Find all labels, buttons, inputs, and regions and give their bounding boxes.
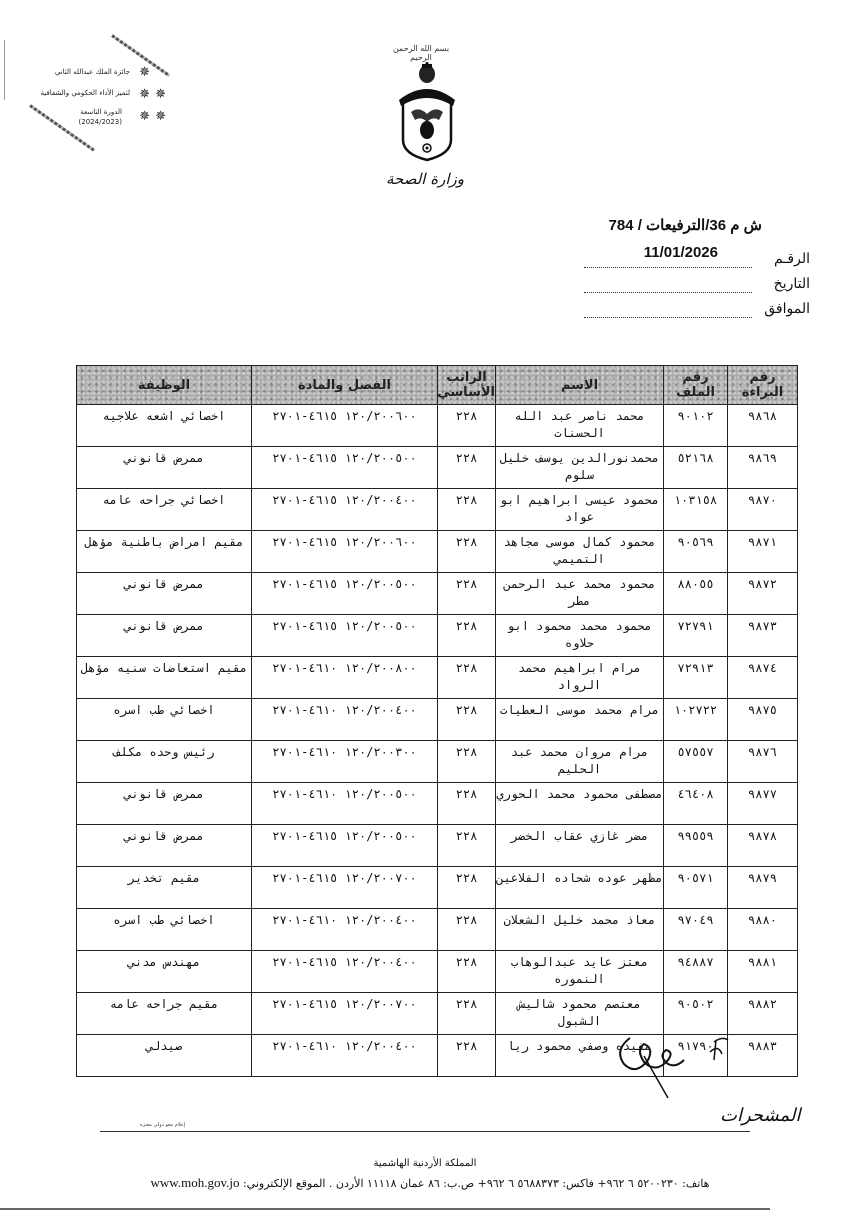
cell-salary: ٢٢٨ (438, 489, 496, 531)
cell-file: ٩٧٠٤٩ (664, 909, 728, 951)
cell-name: محمود كمال موسى مجاهد التميمي (496, 531, 664, 573)
cell-chapter: ١٢٠/٢٠٠٤٠٠ ٤٦١٠-٢٧٠١ (252, 1035, 438, 1077)
cell-file: ٧٢٧٩١ (664, 615, 728, 657)
ref-date-label: التاريخ (773, 275, 810, 291)
cell-file: ٩٩٥٥٩ (664, 825, 728, 867)
award-line-3: الدورة التاسعة (80, 108, 122, 116)
cell-bara: ٩٨٧٤ (728, 657, 798, 699)
ref-date-value: 11/01/2026 (643, 244, 718, 261)
cell-name: مرام مروان محمد عبد الحليم (496, 741, 664, 783)
table-row (77, 699, 798, 741)
cell-file: ٩٠٥٦٩ (664, 531, 728, 573)
dotted-line (584, 317, 752, 318)
cell-bara: ٩٨٧١ (728, 531, 798, 573)
award-star-icon: ✵ (155, 109, 166, 124)
table-row (77, 615, 798, 657)
cell-salary: ٢٢٨ (438, 783, 496, 825)
cell-file: ٩١٧٩٠ (664, 1035, 728, 1077)
cell-job: مقيم جراحه عامه (77, 993, 252, 1035)
footer-divider (100, 1131, 750, 1132)
cell-name: معتصم محمود شاليش الشبول (496, 993, 664, 1035)
cell-file: ٥٢١٦٨ (664, 447, 728, 489)
cell-job: ممرض قانوني (77, 573, 252, 615)
cell-bara: ٩٨٧٨ (728, 825, 798, 867)
cell-job: ممرض قانوني (77, 615, 252, 657)
footer-kingdom: المملكة الأردنية الهاشمية (373, 1158, 477, 1169)
ref-corresponding-label: الموافق (764, 300, 810, 316)
table-row (77, 951, 798, 993)
cell-bara: ٩٨٧٣ (728, 615, 798, 657)
cell-job: ممرض قانوني (77, 447, 252, 489)
cell-job: اخصائي طب اسره (77, 909, 252, 951)
cell-bara: ٩٨٨٣ (728, 1035, 798, 1077)
cell-name: محمدنورالدين يوسف خليل سلوم (496, 447, 664, 489)
cell-job: رئيس وحده مكلف (77, 741, 252, 783)
table-row (77, 993, 798, 1035)
award-star-icon: ✵ (139, 65, 150, 80)
cell-salary: ٢٢٨ (438, 405, 496, 447)
reference-number: ش م 36/الترفيعات / 784 (608, 217, 762, 234)
cell-job: مهندس مدني (77, 951, 252, 993)
cell-name: محمود عيسى ابراهيم ابو عواد (496, 489, 664, 531)
table-row (77, 741, 798, 783)
cell-file: ٤٦٤٠٨ (664, 783, 728, 825)
cell-salary: ٢٢٨ (438, 447, 496, 489)
award-line-1: جائزة الملك عبدالله الثاني (54, 68, 130, 76)
cell-file: ٧٢٩١٣ (664, 657, 728, 699)
awards-badge (40, 48, 166, 158)
ministry-name: وزارة الصحة (386, 170, 464, 188)
award-line-4: (2024/2023) (78, 118, 122, 126)
scan-edge-line (4, 40, 5, 100)
cell-job: اخصائي اشعه علاجيه (77, 405, 252, 447)
secondary-signature: المشحرات (720, 1105, 801, 1126)
cell-chapter: ١٢٠/٢٠٠٦٠٠ ٤٦١٥-٢٧٠١ (252, 531, 438, 573)
cell-file: ٩٤٨٨٧ (664, 951, 728, 993)
cell-salary: ٢٢٨ (438, 615, 496, 657)
dotted-line (584, 292, 752, 293)
cell-chapter: ١٢٠/٢٠٠٥٠٠ ٤٦١٥-٢٧٠١ (252, 573, 438, 615)
cell-name: مضر غازي عقاب الخضر (496, 825, 664, 867)
cell-bara: ٩٨٧٦ (728, 741, 798, 783)
table-row (77, 867, 798, 909)
cell-file: ٩٠٥٧١ (664, 867, 728, 909)
table-row (77, 531, 798, 573)
ref-date-row (580, 275, 810, 295)
cell-salary: ٢٢٨ (438, 909, 496, 951)
cell-bara: ٩٨٧٧ (728, 783, 798, 825)
cell-bara: ٩٨٨١ (728, 951, 798, 993)
cell-job: مقيم استعاضات سنيه مؤهل (77, 657, 252, 699)
cell-chapter: ١٢٠/٢٠٠٤٠٠ ٤٦١٥-٢٧٠١ (252, 951, 438, 993)
handwritten-signature-icon (610, 1030, 750, 1100)
table-row (77, 657, 798, 699)
cell-job: اخصائي جراحه عامه (77, 489, 252, 531)
cell-name: مرام محمد موسى العطيات (496, 699, 664, 741)
cell-file: ١٠٢٧٢٢ (664, 699, 728, 741)
cell-name: محمود محمد محمود ابو حلاوه (496, 615, 664, 657)
cell-file: ٨٨٠٥٥ (664, 573, 728, 615)
cell-bara: ٩٨٧٩ (728, 867, 798, 909)
col-header-chapter: الفصل والمادة (252, 366, 438, 405)
cell-name: مفيده وصفي محمود ريا (496, 1035, 664, 1077)
cell-job: ممرض قانوني (77, 783, 252, 825)
cell-chapter: ١٢٠/٢٠٠٧٠٠ ٤٦١٥-٢٧٠١ (252, 867, 438, 909)
cell-chapter: ١٢٠/٢٠٠٧٠٠ ٤٦١٥-٢٧٠١ (252, 993, 438, 1035)
cell-name: مصطفى محمود محمد الحوري (496, 783, 664, 825)
cell-bara: ٩٨٨٢ (728, 993, 798, 1035)
cell-salary: ٢٢٨ (438, 531, 496, 573)
award-line-2: لتميز الأداء الحكومي والشفافية (40, 89, 130, 97)
cell-file: ١٠٣١٥٨ (664, 489, 728, 531)
cell-chapter: ١٢٠/٢٠٠٥٠٠ ٤٦١٥-٢٧٠١ (252, 615, 438, 657)
cell-bara: ٩٨٦٩ (728, 447, 798, 489)
cell-job: مقيم امراض باطنية مؤهل (77, 531, 252, 573)
table-row (77, 489, 798, 531)
ref-corresponding-row (580, 300, 810, 320)
cell-salary: ٢٢٨ (438, 867, 496, 909)
cell-name: محمد ناصر عبد الله الحسنات (496, 405, 664, 447)
cell-job: صيدلي (77, 1035, 252, 1077)
cell-chapter: ١٢٠/٢٠٠٤٠٠ ٤٦١٠-٢٧٠١ (252, 699, 438, 741)
table-row (77, 909, 798, 951)
dotted-line (584, 267, 752, 268)
table-row (77, 825, 798, 867)
cell-chapter: ١٢٠/٢٠٠٣٠٠ ٤٦١٠-٢٧٠١ (252, 741, 438, 783)
cell-name: مظهر عوده شحاده الفلاعين (496, 867, 664, 909)
col-header-salary: الراتب الأساسي (438, 366, 496, 405)
cell-chapter: ١٢٠/٢٠٠٤٠٠ ٤٦١٠-٢٧٠١ (252, 909, 438, 951)
cell-salary: ٢٢٨ (438, 657, 496, 699)
col-header-name: الاسم (496, 366, 664, 405)
col-header-bara: رقم البراءة (728, 366, 798, 405)
award-star-icon: ✵ (155, 87, 166, 102)
table-row (77, 783, 798, 825)
cell-bara: ٩٨٦٨ (728, 405, 798, 447)
ref-number-row (580, 244, 810, 270)
scan-bottom-edge (0, 1208, 770, 1210)
promotions-table (76, 365, 798, 1077)
basmala: بسم الله الرحمن الرحيم (392, 44, 450, 62)
jordan-coat-of-arms-icon (393, 62, 461, 162)
cell-chapter: ١٢٠/٢٠٠٤٠٠ ٤٦١٥-٢٧٠١ (252, 489, 438, 531)
cell-salary: ٢٢٨ (438, 825, 496, 867)
footer-contact-line (140, 1175, 720, 1191)
col-header-file: رقم الملف (664, 366, 728, 405)
footer-small-mark: إعلام معو دولي معتزه (140, 1122, 186, 1128)
cell-salary: ٢٢٨ (438, 1035, 496, 1077)
ref-number-label: الرقـم (774, 250, 810, 266)
cell-job: ممرض قانوني (77, 825, 252, 867)
cell-bara: ٩٨٧٢ (728, 573, 798, 615)
table-row (77, 405, 798, 447)
footer-website-link[interactable]: www.moh.gov.jo (150, 1175, 240, 1190)
cell-chapter: ١٢٠/٢٠٠٥٠٠ ٤٦١٠-٢٧٠١ (252, 783, 438, 825)
cell-file: ٩٠٥٠٢ (664, 993, 728, 1035)
cell-salary: ٢٢٨ (438, 699, 496, 741)
table-row (77, 447, 798, 489)
cell-chapter: ١٢٠/٢٠٠٥٠٠ ٤٦١٥-٢٧٠١ (252, 447, 438, 489)
cell-chapter: ١٢٠/٢٠٠٥٠٠ ٤٦١٥-٢٧٠١ (252, 825, 438, 867)
cell-file: ٥٧٥٥٧ (664, 741, 728, 783)
cell-job: مقيم تخدير (77, 867, 252, 909)
cell-job: اخصائي طب اسره (77, 699, 252, 741)
award-star-icon: ✵ (139, 109, 150, 124)
table-row (77, 573, 798, 615)
cell-bara: ٩٨٧٥ (728, 699, 798, 741)
cell-chapter: ١٢٠/٢٠٠٦٠٠ ٤٦١٥-٢٧٠١ (252, 405, 438, 447)
cell-salary: ٢٢٨ (438, 741, 496, 783)
cell-bara: ٩٨٧٠ (728, 489, 798, 531)
cell-file: ٩٠١٠٢ (664, 405, 728, 447)
cell-salary: ٢٢٨ (438, 993, 496, 1035)
cell-chapter: ١٢٠/٢٠٠٨٠٠ ٤٦١٠-٢٧٠١ (252, 657, 438, 699)
cell-name: مرام ابراهيم محمد الرواد (496, 657, 664, 699)
cell-salary: ٢٢٨ (438, 573, 496, 615)
col-header-job: الوظيفة (77, 366, 252, 405)
cell-salary: ٢٢٨ (438, 951, 496, 993)
footer-contact: هاتف: ٥٢٠٠٢٣٠ ٦ ٩٦٢+ فاكس: ٥٦٨٨٣٧٣ ٦ ٩٦٢+ ص.ب: ٨٦ عمان ١١١١٨ الأردن . الموقع الإلكتروني: (242, 1177, 710, 1190)
cell-name: معاذ محمد خليل الشعلان (496, 909, 664, 951)
cell-bara: ٩٨٨٠ (728, 909, 798, 951)
award-star-icon: ✵ (139, 87, 150, 102)
cell-name: معتز عايد عبدالوهاب النموره (496, 951, 664, 993)
table-header-row (77, 366, 798, 405)
cell-name: محمود محمد عبد الرحمن مطر (496, 573, 664, 615)
